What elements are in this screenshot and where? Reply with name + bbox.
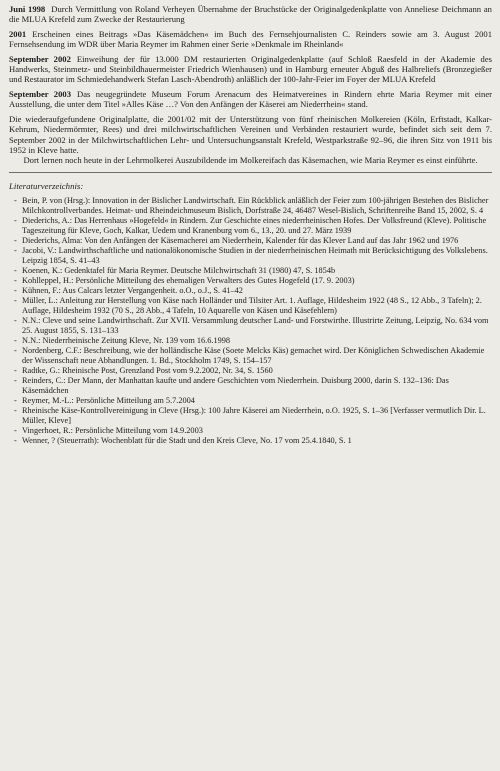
literature-item: - N.N.: Niederrheinische Zeitung Kleve, Nr. 139 vom 16.6.1998 <box>9 336 492 346</box>
literature-item: - Kühnen, F.: Aus Calcars letzter Vergangenheit. o.O., o.J., S. 41–42 <box>9 286 492 296</box>
entry-date: September 2002 <box>9 54 71 64</box>
literature-item: - Wenner, ? (Steuerrath): Wochenblatt für die Stadt und den Kreis Cleve, No. 17 vom 25.4.1840, S. 1 <box>9 436 492 446</box>
chronology-entry <box>9 54 492 85</box>
entry-date: 2001 <box>9 29 27 39</box>
literature-item: - Vingerhoet, R.: Persönliche Mitteilung vom 14.9.2003 <box>9 426 492 436</box>
literature-item: - Kohlleppel, H.: Persönliche Mitteilung des ehemaligen Verwalters des Gutes Hogefeld (17. 9. 2003) <box>9 276 492 286</box>
entry-date: Juni 1998 <box>9 4 46 14</box>
literature-list <box>9 196 492 445</box>
section-divider <box>9 172 492 173</box>
chronology-entry <box>9 89 492 109</box>
chronology-entry <box>9 29 492 49</box>
entry-text: Durch Vermittlung von Roland Verheyen Übernahme der Bruchstücke der Originalgedenkplatte von Anneliese Deichmann an die MLUA Krefeld zum Zwecke der Restaurierung <box>9 4 492 25</box>
chronology-section <box>9 4 492 110</box>
closing-paragraph: Die wiederaufgefundene Originalplatte, die 2001/02 mit der Unterstützung von fünf rheinischen Molkereien (Köln, Erftstadt, Kalkar-Kehrum, Niedermörmter, Rees) und drei milchwirtschaftlichen Vereinen und Verbänden restauriert wurde, befindet sich seit dem 7. September 2002 in der Milchwirtschaftlichen Lehr- und Untersuchungsanstalt Krefeld, Westparkstraße 92–96, die ihren Sitz von 1911 bis 1952 in Kleve hatte. <box>9 114 492 155</box>
literature-item: - Bein, P. von (Hrsg.): Innovation in der Bislicher Landwirtschaft. Ein Rückblick anläßlich der Feier zum 100-jährigen Bestehen des Bislicher Milchkontrollverbandes. Heimat- und Rheindeichmuseum Bislich, Dorfstraße 24, 46487 Wesel-Bislich, Schriftenreihe Band 15, 2002, S. 4 <box>9 196 492 215</box>
entry-date: September 2003 <box>9 89 71 100</box>
literature-item: - Müller, L.: Anleitung zur Herstellung von Käse nach Holländer und Tilsiter Art. 1. Auflage, Hildesheim 1922 (48 S., 12 Abb., 3 Tafeln); 2. Auflage, Hildesheim 1932 (70 S., 28 Abb., 4 Tafeln, 10 Aquarelle von Käsen und Käsefehlern) <box>9 296 492 315</box>
entry-text: Einweihung der für 13.000 DM restaurierten Originalgedenkplatte (auf Schloß Raesfeld in der Akademie des Handwerks, Steinmetz- und Steinbildhauermeister Friedrich Wienhausen) und in Hamburg erneuter Abguß des Halbreliefs (Bronzegießer und Restaurator im Schmiedehandwerk Stefan Lasch-Abendroth) anläßlich der 100-Jahr-Feier im Foyer der MLUA Krefeld <box>9 54 492 85</box>
literature-item: - Radtke, G.: Rheinische Post, Grenzland Post vom 9.2.2002, Nr. 34, S. 1560 <box>9 366 492 376</box>
entry-text: Das neugegründete Museum Forum Arenacum des Heimatvereines in Rindern ehrte Maria Reymer mit einer Ausstellung, die unter dem Titel »Alles Käse …? Von den Anfängen der Käserei am Niederrhein« stand. <box>9 89 492 110</box>
literature-item: - Diederichs, A.: Das Herrenhaus »Hogefeld« in Rindern. Zur Geschichte eines niederrheinischen Hofes. Der Volksfreund (Kleve). Politische Tageszeitung für Kleve, Goch, Kalkar, Uedem und Kranenburg vom 6., 13., 20. und 27. März 1939 <box>9 216 492 235</box>
literature-item: - Jacobi, V.: Landwirthschaftliche und nationalökonomische Studien in der niederrheinischen Heimath mit Berücksichtigung des Volkslebens. Leipzig 1854, S. 41–43 <box>9 246 492 265</box>
entry-text: Erscheinen eines Beitrags »Das Käsemädchen« im Buch des Fernsehjournalisten C. Reinders sowie am 3. August 2001 Fernsehsendung im WDR über Maria Reymer im Rahmen einer Serie »Denkmale im Rheinland« <box>9 29 492 50</box>
literature-item: - Koenen, K.: Gedenktafel für Maria Reymer. Deutsche Milchwirtschaft 31 (1980) 47, S. 1854b <box>9 266 492 276</box>
literature-item: - Rheinische Käse-Kontrollvereinigung in Cleve (Hrsg.): 100 Jahre Käserei am Niederrhein, o.O. 1925, S. 1–36 [Verfasser vermutlich Dir. L. Müller, Kleve] <box>9 406 492 425</box>
literature-item: - Diederichs, Alma: Von den Anfängen der Käsemacherei am Niederrhein, Kalender für das Klever Land auf das Jahr 1962 und 1976 <box>9 236 492 246</box>
literature-title: Literaturverzeichnis: <box>9 181 84 192</box>
literature-item: - Reymer, M.-L.: Persönliche Mitteilung am 5.7.2004 <box>9 396 492 406</box>
literature-item: - N.N.: Cleve und seine Landwirthschaft. Zur XVII. Versammlung deutscher Land- und Forstwirthe. Illustrirte Zeitung, Leipzig, No. 634 vom 25. August 1855, S. 131–133 <box>9 316 492 335</box>
chronology-entry <box>9 4 492 24</box>
literature-item: - Nordenberg, C.F.: Beschreibung, wie der holländische Käse (Soete Melcks Käs) gemachet wird. Der Königlichen Schwedischen Akademie der Wissenschaft neue Abhandlungen. 1. Bd., Stockholm 1749, S. 154–157 <box>9 346 492 365</box>
literature-item: - Reinders, C.: Der Mann, der Manhattan kaufte und andere Geschichten vom Niederrhein. Duisburg 2000, darin S. 132–136: Das Käsemädchen <box>9 376 492 395</box>
closing-line: Dort lernen noch heute in der Lehrmolkerei Auszubildende im Molkereifach das Käsemachen, wie Maria Reymer es einst einführte. <box>23 155 478 166</box>
